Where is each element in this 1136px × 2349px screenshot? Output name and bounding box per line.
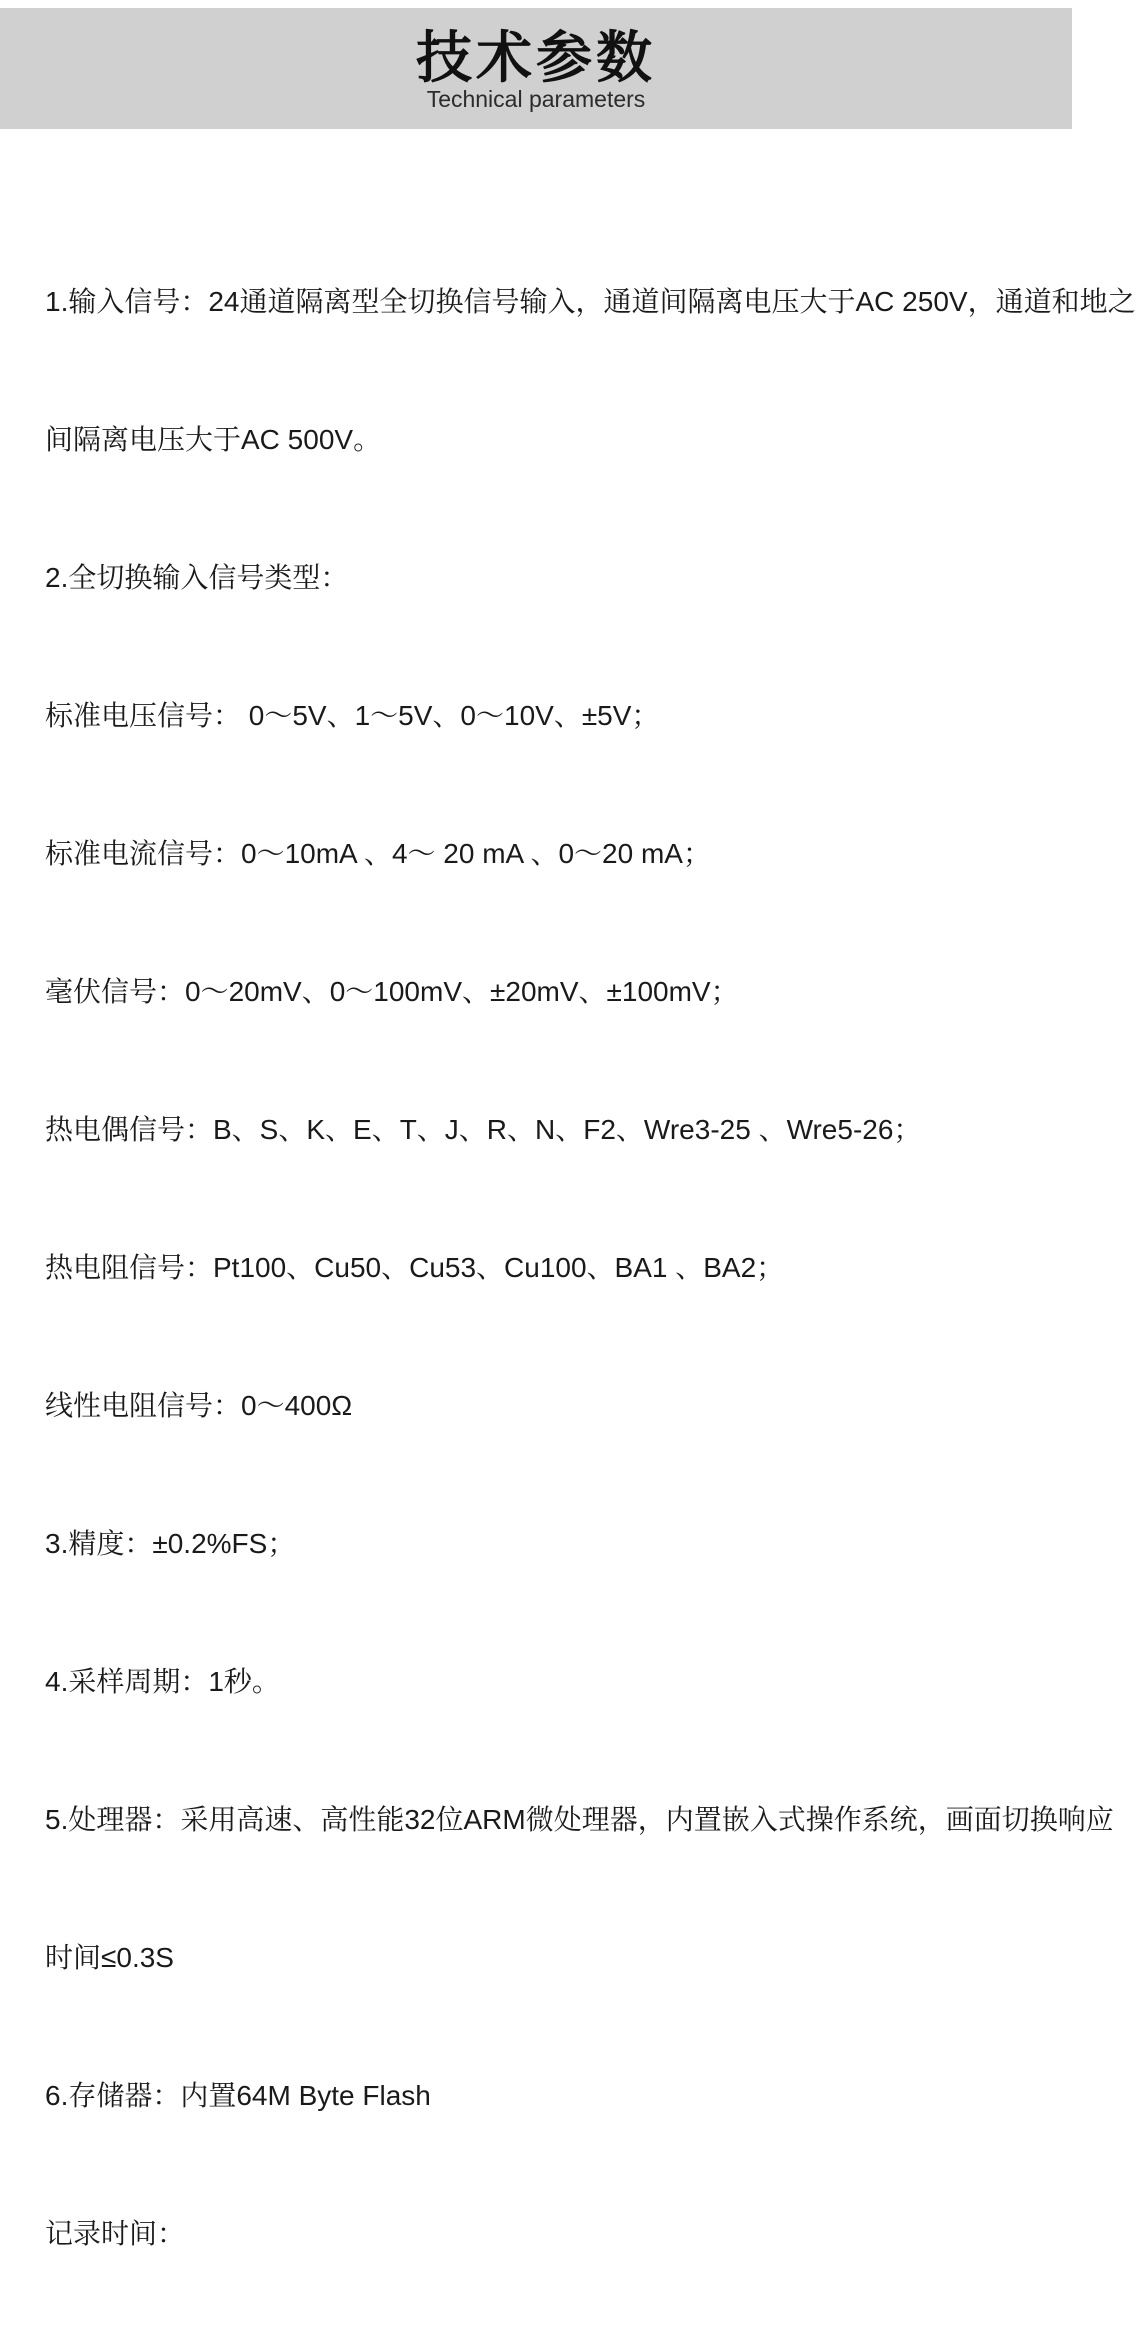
spec-line: 记录时间： [45,2218,186,2249]
header-banner [0,8,1072,129]
spec-line: 标准电流信号：0～10mA 、4～ 20 mA 、0～20 mA； [45,838,711,869]
spec-line: 线性电阻信号：0～400Ω [45,1390,353,1421]
spec-list [45,187,1136,2349]
spec-line: 5.处理器：采用高速、高性能32位ARM微处理器，内置嵌入式操作系统，画面切换响应 [45,1804,1114,1835]
page-title: 技术参数 [416,26,656,89]
spec-line: 2.全切换输入信号类型： [45,562,349,593]
spec-line: 热电偶信号：B、S、K、E、T、J、R、N、F2、Wre3-25 、Wre5-26； [45,1114,922,1145]
spec-line: 3.精度：±0.2%FS； [45,1528,296,1559]
spec-line: 毫伏信号：0～20mV、0～100mV、±20mV、±100mV； [45,976,739,1007]
spec-line: 1.输入信号：24通道隔离型全切换信号输入，通道间隔离电压大于AC 250V，通道和地之 [45,286,1136,317]
spec-line: 标准电压信号： 0～5V、1～5V、0～10V、±5V； [45,700,660,731]
spec-line: 时间≤0.3S [45,1942,174,1973]
spec-line: 6.存储器：内置64M Byte Flash [45,2080,431,2111]
spec-line: 4.采样周期：1秒。 [45,1666,280,1697]
spec-line: 间隔离电压大于AC 500V。 [45,424,382,455]
page-subtitle: Technical parameters [426,86,646,112]
spec-line: 热电阻信号：Pt100、Cu50、Cu53、Cu100、BA1 、BA2； [45,1252,785,1283]
